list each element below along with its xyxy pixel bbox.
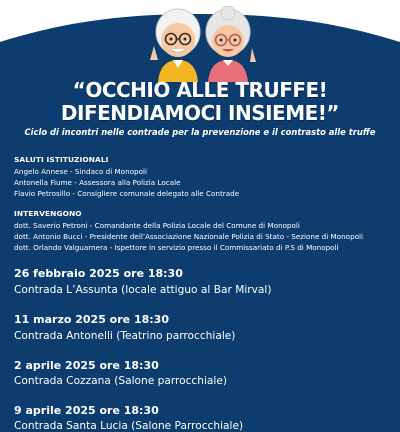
event-date: 2 aprile 2025 ore 18:30 <box>14 359 159 372</box>
intervengono-line: dott. Orlando Valguarnera - Ispettore in servizio presso il Commissariato di P.S di Monopoli <box>14 243 339 252</box>
headline-line-1: “OCCHIO ALLE TRUFFE! <box>72 78 328 102</box>
event-date: 26 febbraio 2025 ore 18:30 <box>14 267 183 280</box>
event-date: 11 marzo 2025 ore 18:30 <box>14 313 169 326</box>
saluti-line: Antonella Fiume - Assessora alla Polizia Locale <box>14 178 181 187</box>
event-location: Contrada Santa Lucia (Salone Parrocchiale) <box>14 420 244 432</box>
event-date: 9 aprile 2025 ore 18:30 <box>14 404 159 417</box>
event-location: Contrada L’Assunta (locale attiguo al Bar Mirval) <box>14 284 272 296</box>
saluti-line: Angelo Annese - Sindaco di Monopoli <box>14 167 147 176</box>
intervengono-heading: INTERVENGONO <box>14 209 82 218</box>
headline-line-2: DIFENDIAMOCI INSIEME!” <box>60 101 340 125</box>
event-location: Contrada Antonelli (Teatrino parrocchiale) <box>14 330 236 342</box>
saluti-line: Flavio Petrosillo - Consigliere comunale delegato alle Contrade <box>14 189 240 198</box>
saluti-heading: SALUTI ISTITUZIONALI <box>14 155 109 164</box>
elderly-couple-illustration <box>140 6 266 82</box>
intervengono-line: dott. Saverio Petroni - Comandante della Polizia Locale del Comune di Monopoli <box>14 221 300 230</box>
event-location: Contrada Cozzana (Salone parrocchiale) <box>14 375 227 387</box>
intervengono-line: dott. Antonio Bucci - Presidente dell’Associazione Nazionale Polizia di Stato - Sezione di Monopoli <box>14 232 364 241</box>
headline-subtitle: Ciclo di incontri nelle contrade per la prevenzione e il contrasto alle truffe <box>24 127 376 137</box>
